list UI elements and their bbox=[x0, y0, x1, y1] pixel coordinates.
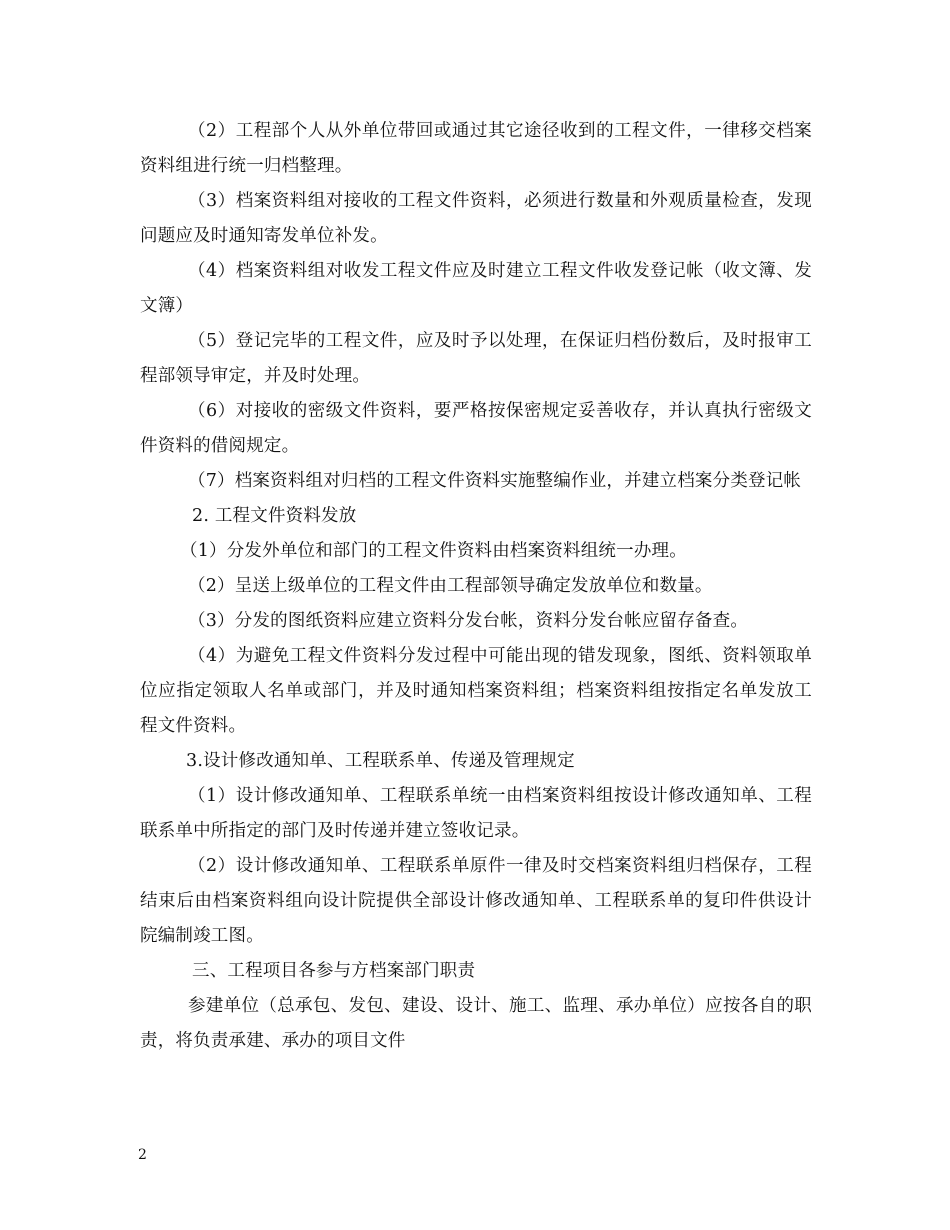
paragraph-item-5: （5）登记完毕的工程文件，应及时予以处理，在保证归档份数后，及时报审工程部领导审定，并及时处理。 bbox=[140, 331, 812, 386]
page-number: 2 bbox=[138, 1147, 147, 1163]
section-heading-design-changes: 3.设计修改通知单、工程联系单、传递及管理规定 bbox=[186, 751, 575, 771]
document-body bbox=[140, 114, 812, 1059]
paragraph-item-4: （4）档案资料组对收发工程文件应及时建立工程文件收发登记帐（收文簿、发文簿） bbox=[140, 261, 812, 316]
paragraph-item-3: （3）档案资料组对接收的工程文件资料，必须进行数量和外观质量检查，发现问题应及时通知寄发单位补发。 bbox=[140, 191, 812, 246]
paragraph-distribution-2: （2）呈送上级单位的工程文件由工程部领导确定发放单位和数量。 bbox=[188, 576, 713, 596]
paragraph-design-changes-1: （1）设计修改通知单、工程联系单统一由档案资料组按设计修改通知单、工程联系单中所指定的部门及时传递并建立签收记录。 bbox=[140, 786, 812, 841]
paragraph-item-6: （6）对接收的密级文件资料，要严格按保密规定妥善收存，并认真执行密级文件资料的借阅规定。 bbox=[140, 401, 812, 456]
paragraph-item-7: （7）档案资料组对归档的工程文件资料实施整编作业，并建立档案分类登记帐 bbox=[188, 471, 802, 491]
paragraph-responsibilities: 参建单位（总承包、发包、建设、设计、施工、监理、承办单位）应按各自的职责，将负责承建、承办的项目文件 bbox=[140, 996, 812, 1051]
paragraph-item-2: （2）工程部个人从外单位带回或通过其它途径收到的工程文件，一律移交档案资料组进行统一归档整理。 bbox=[140, 121, 812, 176]
paragraph-distribution-1: （1）分发外单位和部门的工程文件资料由档案资料组统一办理。 bbox=[180, 541, 687, 561]
section-heading-distribution: 2. 工程文件资料发放 bbox=[192, 506, 357, 526]
paragraph-distribution-4: （4）为避免工程文件资料分发过程中可能出现的错发现象，图纸、资料领取单位应指定领取人名单或部门，并及时通知档案资料组；档案资料组按指定名单发放工程文件资料。 bbox=[140, 646, 812, 736]
paragraph-design-changes-2: （2）设计修改通知单、工程联系单原件一律及时交档案资料组归档保存，工程结束后由档案资料组向设计院提供全部设计修改通知单、工程联系单的复印件供设计院编制竣工图。 bbox=[140, 856, 812, 946]
section-heading-responsibilities: 三、工程项目各参与方档案部门职责 bbox=[192, 961, 476, 981]
paragraph-distribution-3: （3）分发的图纸资料应建立资料分发台帐，资料分发台帐应留存备查。 bbox=[188, 611, 749, 631]
